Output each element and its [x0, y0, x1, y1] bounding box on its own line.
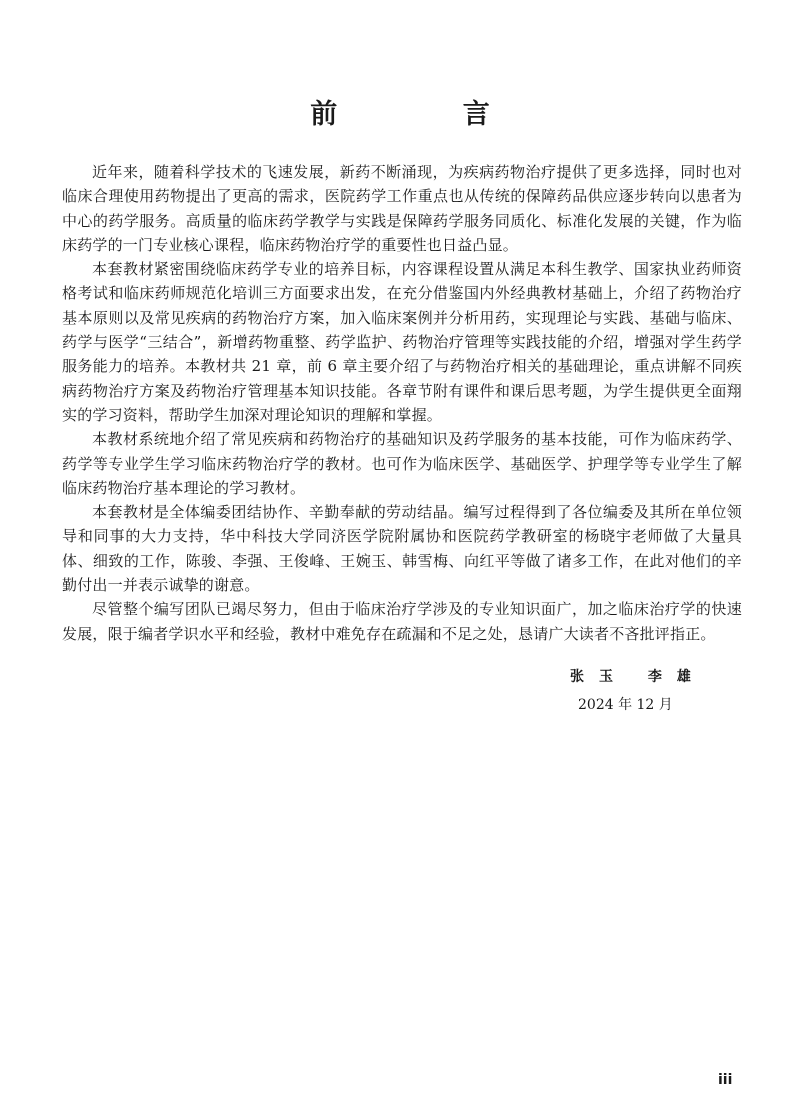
paragraph: 本套教材是全体编委团结协作、辛勤奉献的劳动结晶。编写过程得到了各位编委及其所在单位领导和同事的大力支持，华中科技大学同济医学院附属协和医院药学教研室的杨晓宇老师做了大量具体、细致的工作，陈骏、李强、王俊峰、王婉玉、韩雪梅、向红平等做了诸多工作，在此对他们的辛勤付出一并表示诚挚的谢意。: [62, 503, 742, 595]
paragraph: 本教材系统地介绍了常见疾病和药物治疗的基础知识及药学服务的基本技能，可作为临床药学、药学等专业学生学习临床药物治疗学的教材。也可作为临床医学、基础医学、护理学等专业学生了解临床药物治疗基本理论的学习教材。: [62, 430, 742, 497]
paragraph: 尽管整个编写团队已竭尽努力，但由于临床治疗学涉及的专业知识面广，加之临床治疗学的快速发展，限于编者学识水平和经验，教材中难免存在疏漏和不足之处，恳请广大读者不吝批评指正。: [62, 600, 742, 643]
signature-block: [570, 666, 710, 714]
paragraph: 近年来，随着科学技术的飞速发展，新药不断涌现，为疾病药物治疗提供了更多选择，同时也对临床合理使用药物提出了更高的需求，医院药学工作重点也从传统的保障药品供应逐步转向以患者为中心的药学服务。高质量的临床药学教学与实践是保障药学服务同质化、标准化发展的关键，作为临床药学的一门专业核心课程，临床药物治疗学的重要性也日益凸显。: [62, 163, 742, 254]
page-number: iii: [718, 1072, 733, 1088]
paragraph: 本套教材紧密围绕临床药学专业的培养目标，内容课程设置从满足本科生教学、国家执业药师资格考试和临床药师规范化培训三方面要求出发，在充分借鉴国内外经典教材基础上，介绍了药物治疗基本原则以及常见疾病的药物治疗方案，加入临床案例并分析用药，实现理论与实践、基础与临床、药学与医学“三结合”，新增药物重整、药学监护、药物治疗管理等实践技能的介绍，增强对学生药学服务能力的培养。本教材共 21 章，前 6 章主要介绍了与药物治疗相关的基础理论，重点讲解不同疾病药物治疗方案及药物治疗管理基本知识技能。各章节附有课件和课后思考题，为学生提供更全面翔实的学习资料，帮助学生加深对理论知识的理解和掌握。: [62, 260, 742, 424]
author-names: 张玉 李雄: [570, 669, 706, 685]
preface-body: [62, 160, 742, 646]
signature-date: 2024 年 12 月: [578, 697, 673, 713]
page-title: 前 言: [310, 99, 548, 130]
